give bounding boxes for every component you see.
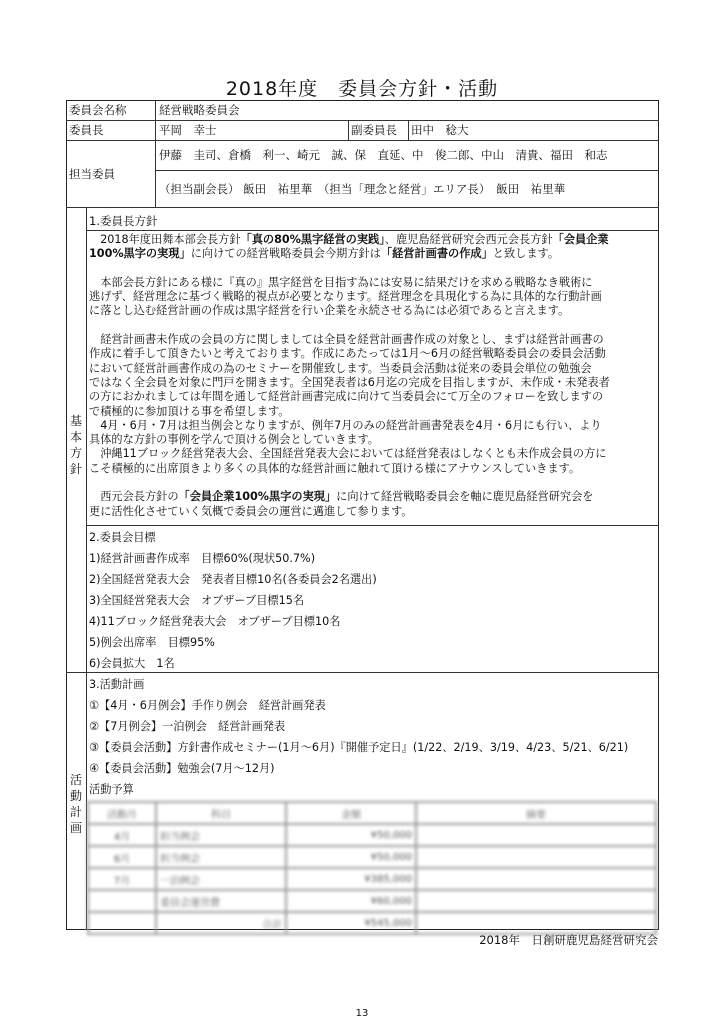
goals-section — [89, 527, 377, 674]
policy-line — [89, 505, 610, 519]
budget-cell: 7月 — [88, 868, 156, 890]
policy-line — [89, 362, 610, 376]
policy-heading: 1.委員長方針 — [89, 214, 158, 228]
policy-text: 逃げず、経営理念に基づく戦略的視点が必要となります。経営理念を具現化する為に具体的な行動計画 — [89, 290, 602, 304]
policy-line — [89, 447, 610, 461]
policy-line — [89, 390, 610, 404]
goal-item: 1)経営計画書作成率 目標60%(現状50.7%) — [89, 552, 316, 565]
budget-cell — [88, 912, 156, 934]
goal-item: 6)会員拡大 1名 — [89, 657, 175, 670]
budget-cell: 担当例会 — [156, 824, 286, 846]
policy-emphasis: 「会員企業100%黒字の実現」 — [178, 490, 337, 504]
members-label: 担当委員 — [69, 167, 115, 181]
policy-text: で積極的に参加頂ける事を希望します。 — [89, 404, 290, 418]
budget-cell: 6月 — [88, 846, 156, 868]
footer-organization: 2018年 日創研鹿児島経営研究会 — [479, 933, 658, 947]
policy-line — [89, 419, 610, 433]
divider — [155, 170, 659, 171]
budget-row — [88, 824, 656, 846]
budget-column-header: 活動月 — [88, 802, 156, 824]
committee-name-value: 経営戦略委員会 — [159, 103, 240, 117]
vice-chair-label: 副委員長 — [351, 123, 397, 137]
budget-column-header: 科目 — [156, 802, 286, 824]
policy-line — [89, 304, 610, 318]
budget-cell: ¥385,000 — [286, 868, 416, 890]
goal-item: 2)全国経営発表大会 発表者目標10名(各委員会2名選出) — [89, 573, 377, 586]
chair-label: 委員長 — [69, 123, 104, 137]
page-title: 2018年度 委員会方針・活動 — [225, 78, 499, 100]
policy-text: において経営計画書作成の為のセミナーを開催致します。当委員会活動は従来の委員会単位の勉強会 — [89, 361, 592, 375]
policy-line — [89, 290, 610, 304]
budget-table — [87, 801, 657, 935]
budget-cell: 4月 — [88, 824, 156, 846]
divider — [86, 230, 659, 231]
budget-heading: 活動予算 — [89, 783, 134, 796]
budget-column-header: 金額 — [286, 802, 416, 824]
divider — [408, 120, 409, 140]
side-label-activity: 活動計画 — [69, 773, 82, 835]
policy-text: 本部会長方針にある様に『真の』黒字経営を目指す為には安易に結果だけを求める戦略なき戦術に — [89, 275, 593, 289]
policy-line — [89, 405, 610, 419]
budget-row — [88, 912, 656, 934]
policy-line — [89, 433, 610, 447]
policy-line — [89, 490, 610, 504]
policy-text: に向けて経営戦略委員会を軸に鹿児島経営研究会を — [336, 490, 594, 504]
goal-item: 4)11ブロック経営発表大会 オブザーブ目標10名 — [89, 615, 341, 628]
chair-value: 平岡 幸士 — [159, 123, 217, 137]
policy-emphasis: 100%黒字の実現」 — [89, 247, 191, 261]
goals-heading: 2.委員会目標 — [89, 531, 156, 544]
budget-cell: ¥50,000 — [286, 846, 416, 868]
policy-line — [89, 247, 610, 261]
activity-item: ①【4月・6月例会】手作り例会 経営計画発表 — [89, 699, 326, 712]
policy-text: 更に活性化させていく気概で委員会の運営に邁進して参ります。 — [89, 504, 413, 518]
officers-value: （担当副会長） 飯田 祐里華 （担当「理念と経営」エリア長） 飯田 祐里華 — [159, 182, 566, 196]
budget-column-header: 摘要 — [416, 802, 656, 824]
policy-emphasis: 「会員企業 — [552, 233, 609, 246]
budget-cell — [416, 846, 656, 868]
budget-cell — [416, 824, 656, 846]
policy-text: 西元会長方針の — [89, 490, 179, 504]
divider — [66, 207, 659, 208]
policy-text: 経営計画書未作成の会員の方に関しましては全員を経営計画書作成の対象とし、まずは経営計画書の — [89, 333, 604, 347]
budget-cell: ¥545,000 — [286, 912, 416, 934]
budget-cell — [88, 890, 156, 912]
policy-text: と致します。 — [492, 247, 560, 261]
goal-item: 3)全国経営発表大会 オブザーブ目標15名 — [89, 594, 305, 607]
budget-cell: 一泊例会 — [156, 868, 286, 890]
policy-text: 、鹿児島経営研究会西元会長方針 — [384, 233, 553, 246]
page-number: 13 — [355, 1008, 369, 1019]
committee-name-label: 委員会名称 — [69, 103, 127, 117]
vice-chair-value: 田中 稔大 — [411, 123, 469, 137]
policy-line — [89, 319, 610, 333]
policy-line — [89, 333, 610, 347]
policy-line — [89, 476, 610, 490]
budget-cell — [416, 868, 656, 890]
budget-cell: ¥60,000 — [286, 890, 416, 912]
divider — [348, 120, 349, 140]
policy-text: に落とし込む経営計画の作成は黒字経営を行い企業を永続させる為には必須であると言えます。 — [89, 304, 570, 318]
side-label-policy: 基本方針 — [69, 414, 82, 476]
divider — [155, 100, 156, 207]
policy-line — [89, 376, 610, 390]
policy-line — [89, 347, 610, 361]
policy-text: ではなく全会員を対象に門戸を開きます。全国発表者は6月迄の完成を目指しますが、未作成・未発表者 — [89, 375, 610, 389]
policy-emphasis: 「経営計画書の作成」 — [380, 247, 493, 261]
policy-text: こそ積極的に出席頂きより多くの具体的な経営計画に触れて頂ける様にアナウンスしていきます。 — [89, 461, 581, 475]
budget-cell: 合計 — [156, 912, 286, 934]
policy-line — [89, 262, 610, 276]
policy-text: 具体的な方針の事例を学んで頂ける例会としていきます。 — [89, 433, 379, 447]
policy-line — [89, 462, 610, 476]
budget-cell — [416, 890, 656, 912]
activities-section — [89, 674, 628, 800]
divider — [86, 525, 659, 526]
policy-body — [89, 233, 610, 519]
activity-item: ④【委員会活動】勉強会(7月～12月) — [89, 762, 275, 775]
policy-text: 4月・6月・7月は担当例会となりますが、例年7月のみの経営計画書発表を4月・6月にも行い、より — [89, 418, 602, 432]
budget-header-row — [88, 802, 656, 824]
members-value: 伊藤 圭司、倉橋 利一、崎元 誠、保 直延、中 俊二郎、中山 清貴、福田 和志 — [159, 148, 608, 162]
budget-row — [88, 890, 656, 912]
budget-cell: ¥50,000 — [286, 824, 416, 846]
activities-heading: 3.活動計画 — [89, 678, 145, 691]
policy-text: 沖縄11ブロック経営発表大会、全国経営発表大会においては経営発表はしなくとも未作成会員の方に — [89, 447, 607, 461]
budget-row — [88, 846, 656, 868]
activity-item: ③【委員会活動】方針書作成セミナー(1月～6月)『開催予定日』(1/22、2/19、3/19、4/23、5/21、6/21) — [89, 741, 629, 754]
policy-emphasis: 「真の80%黒字経営の実践」 — [240, 233, 385, 246]
budget-cell — [416, 912, 656, 934]
policy-text: に向けての経営戦略委員会今期方針は — [190, 247, 381, 261]
policy-text: 2018年度田舞本部会長方針 — [89, 233, 241, 246]
activity-item: ②【7月例会】一泊例会 経営計画発表 — [89, 720, 286, 733]
policy-line — [89, 233, 610, 247]
policy-line — [89, 276, 610, 290]
budget-cell: 担当例会 — [156, 846, 286, 868]
policy-text: の方におかれましては年間を通して経営計画書完成に向けて当委員会にて万全のフォローを致しますの — [89, 390, 604, 404]
budget-row — [88, 868, 656, 890]
policy-text: 作成に着手して頂きたいと考えております。作成にあたっては1月～6月の経営戦略委員会の委員会活動 — [89, 347, 606, 361]
goal-item: 5)例会出席率 目標95% — [89, 636, 215, 649]
budget-cell: 委員会運営費 — [156, 890, 286, 912]
